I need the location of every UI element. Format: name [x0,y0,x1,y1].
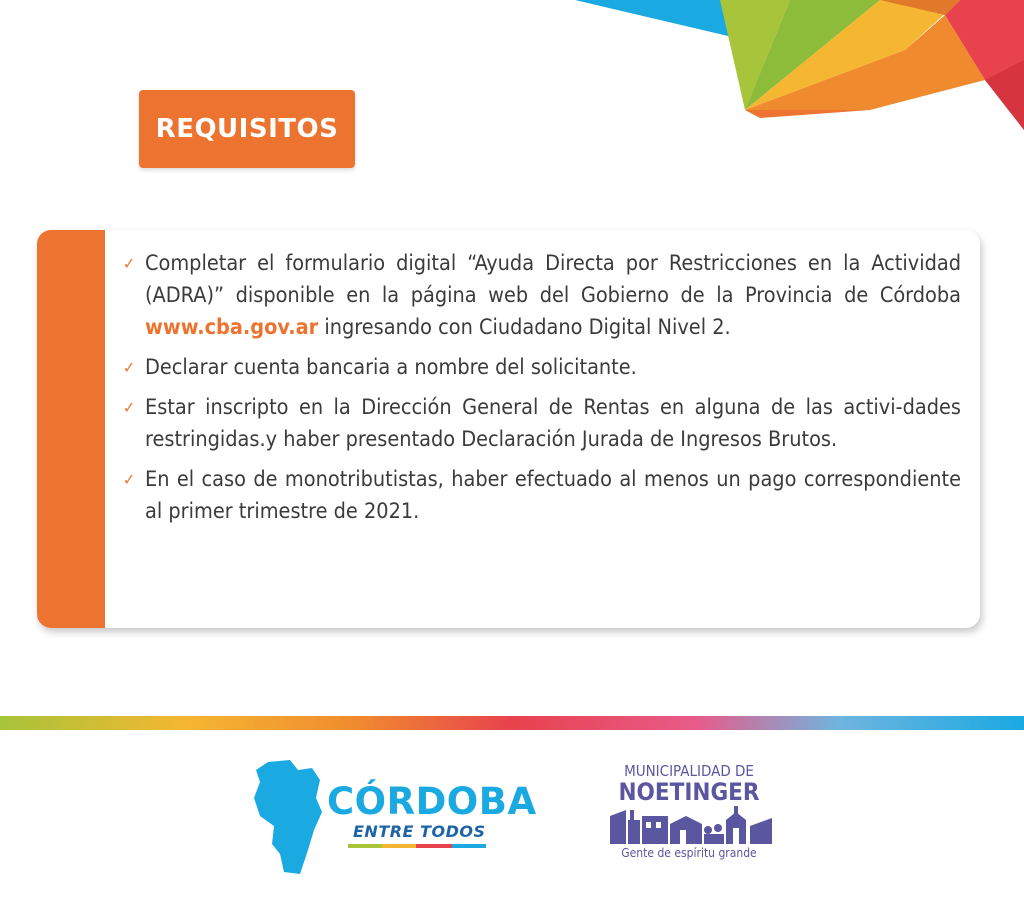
municipalidad-logo-name: NOETINGER [618,778,760,806]
requirement-text-before-link: Completar el formulario digital “Ayuda Directa por Restricciones en la Actividad (ADRA)” disponible en la página web del Gobierno de la Provincia de Córdoba [145,251,961,308]
rainbow-divider [0,716,1024,730]
requisitos-badge: REQUISITOS [139,90,355,168]
check-icon: ✓ [123,470,136,489]
cordoba-logo-subtitle: ENTRE TODOS [353,822,486,841]
requirement-item [123,352,961,384]
municipalidad-logo-title: MUNICIPALIDAD DE [624,762,754,780]
requirement-item [123,248,961,344]
requirement-text: Declarar cuenta bancaria a nombre del solicitante. [145,355,637,380]
town-skyline-icon [610,806,772,844]
footer-logos [0,740,1024,907]
requirement-text-after-link: ingresando con Ciudadano Digital Nivel 2. [318,315,731,340]
check-icon: ✓ [123,254,136,273]
requirements-list [123,248,961,536]
requirement-item [123,464,961,528]
cordoba-map-icon [250,758,326,876]
check-icon: ✓ [123,358,136,377]
check-icon: ✓ [123,398,136,417]
requirement-text: En el caso de monotributistas, haber efectuado al menos un pago correspondiente al primer trimestre de 2021. [145,467,961,524]
municipalidad-logo-tagline: Gente de espíritu grande [621,846,757,860]
requirement-item [123,392,961,456]
cba-website-link[interactable]: www.cba.gov.ar [145,315,319,340]
requirements-card [37,230,980,628]
cordoba-logo-underline [348,844,486,848]
cordoba-logo-title: CÓRDOBA [327,780,537,823]
card-accent-strip [37,230,105,628]
requirement-text: Estar inscripto en la Dirección General de Rentas en alguna de las activi-dades restringidas.y haber presentado Declaración Jurada de Ingresos Brutos. [145,395,961,452]
